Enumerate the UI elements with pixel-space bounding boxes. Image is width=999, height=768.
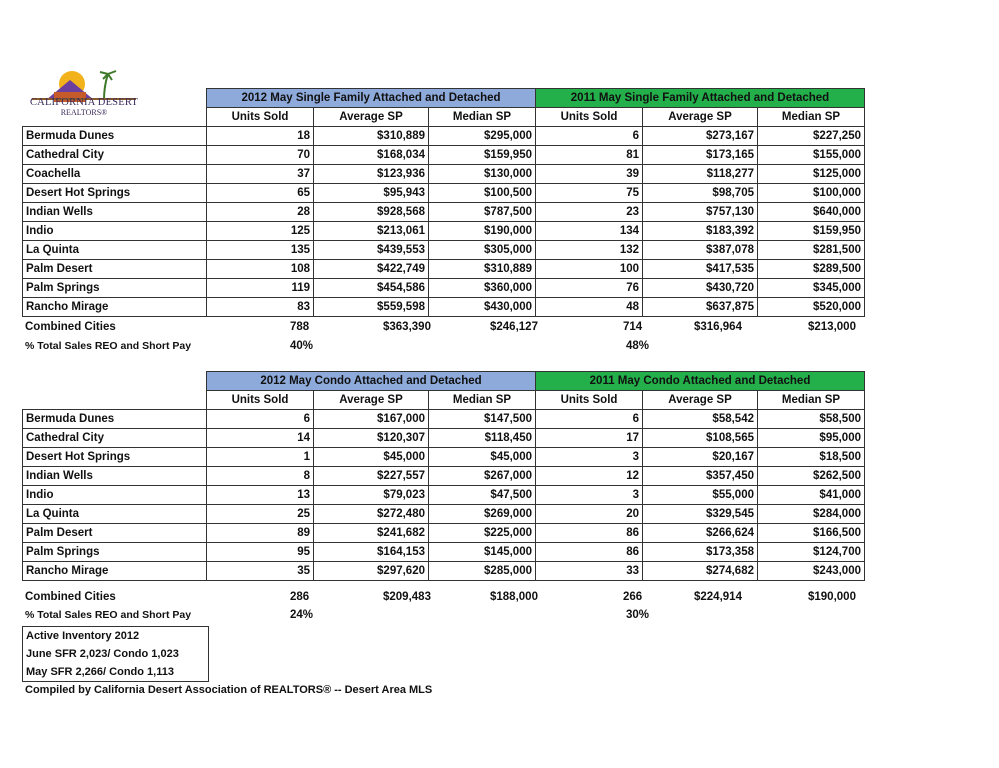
value-cell: $243,000 <box>758 562 865 581</box>
table-row <box>23 448 865 467</box>
value-cell: $417,535 <box>643 260 758 279</box>
table-row <box>23 486 865 505</box>
value-cell: 100 <box>536 260 643 279</box>
value-cell: $108,565 <box>643 429 758 448</box>
value-cell: $123,936 <box>314 165 429 184</box>
value-cell: $183,392 <box>643 222 758 241</box>
value-cell: $272,480 <box>314 505 429 524</box>
value-cell: $95,943 <box>314 184 429 203</box>
city-cell: Bermuda Dunes <box>23 410 207 429</box>
value-cell: 13 <box>207 486 314 505</box>
value-cell: $95,000 <box>758 429 865 448</box>
city-cell: Palm Desert <box>23 260 207 279</box>
value-cell: $637,875 <box>643 298 758 317</box>
value-cell: $345,000 <box>758 279 865 298</box>
value-cell: 6 <box>207 410 314 429</box>
table-title-row <box>23 372 865 391</box>
value-cell: $155,000 <box>758 146 865 165</box>
logo-line2: REALTORS® <box>60 108 108 117</box>
value-cell: 65 <box>207 184 314 203</box>
table-row <box>23 184 865 203</box>
value-cell: 119 <box>207 279 314 298</box>
value-cell: $100,500 <box>429 184 536 203</box>
value-cell: 70 <box>207 146 314 165</box>
table-row <box>23 543 865 562</box>
value-cell: $262,500 <box>758 467 865 486</box>
value-cell: $422,749 <box>314 260 429 279</box>
inventory-title: Active Inventory 2012 <box>26 630 140 642</box>
value-cell: $164,153 <box>314 543 429 562</box>
value-cell: $430,000 <box>429 298 536 317</box>
city-cell: Palm Desert <box>23 524 207 543</box>
table-row <box>23 241 865 260</box>
value-cell: $267,000 <box>429 467 536 486</box>
value-cell: 23 <box>536 203 643 222</box>
value-cell: $284,000 <box>758 505 865 524</box>
value-cell: $167,000 <box>314 410 429 429</box>
column-header-row <box>23 108 865 127</box>
combined-avg-2011: $224,914 <box>694 591 742 603</box>
value-cell: $454,586 <box>314 279 429 298</box>
reo-2011: 30% <box>626 609 650 621</box>
reo-2012: 40% <box>290 340 314 352</box>
value-cell: 76 <box>536 279 643 298</box>
table-row <box>23 165 865 184</box>
city-cell: Coachella <box>23 165 207 184</box>
table-row <box>23 222 865 241</box>
value-cell: $55,000 <box>643 486 758 505</box>
value-cell: 108 <box>207 260 314 279</box>
inventory-line: June SFR 2,023/ Condo 1,023 <box>26 648 179 660</box>
value-cell: 81 <box>536 146 643 165</box>
combined-median-2012: $188,000 <box>490 591 538 603</box>
value-cell: $45,000 <box>314 448 429 467</box>
value-cell: $305,000 <box>429 241 536 260</box>
col-header: Median SP <box>758 391 865 410</box>
combined-median-2011: $213,000 <box>808 321 856 333</box>
value-cell: 25 <box>207 505 314 524</box>
table-row <box>23 524 865 543</box>
value-cell: $227,250 <box>758 127 865 146</box>
value-cell: $190,000 <box>429 222 536 241</box>
column-header-row <box>23 391 865 410</box>
combined-median-2012: $246,127 <box>490 321 538 333</box>
title-2011-condo: 2011 May Condo Attached and Detached <box>536 372 865 391</box>
value-cell: 35 <box>207 562 314 581</box>
value-cell: $79,023 <box>314 486 429 505</box>
value-cell: $241,682 <box>314 524 429 543</box>
value-cell: $145,000 <box>429 543 536 562</box>
city-cell: Indian Wells <box>23 203 207 222</box>
value-cell: $281,500 <box>758 241 865 260</box>
table-row <box>23 467 865 486</box>
value-cell: $58,500 <box>758 410 865 429</box>
value-cell: $357,450 <box>643 467 758 486</box>
city-cell: Cathedral City <box>23 429 207 448</box>
logo-line1: CALIFORNIA DESERT <box>29 97 139 108</box>
value-cell: 6 <box>536 127 643 146</box>
reo-label: % Total Sales REO and Short Pay <box>25 340 192 352</box>
col-header: Average SP <box>643 391 758 410</box>
city-cell: La Quinta <box>23 241 207 260</box>
table-row <box>23 562 865 581</box>
value-cell: 86 <box>536 543 643 562</box>
value-cell: $787,500 <box>429 203 536 222</box>
value-cell: $387,078 <box>643 241 758 260</box>
value-cell: $329,545 <box>643 505 758 524</box>
value-cell: $310,889 <box>429 260 536 279</box>
city-cell: La Quinta <box>23 505 207 524</box>
table-row <box>23 410 865 429</box>
city-cell: Indian Wells <box>23 467 207 486</box>
value-cell: 132 <box>536 241 643 260</box>
value-cell: $45,000 <box>429 448 536 467</box>
value-cell: 3 <box>536 486 643 505</box>
condo-table <box>22 371 865 581</box>
value-cell: $124,700 <box>758 543 865 562</box>
value-cell: 17 <box>536 429 643 448</box>
value-cell: $295,000 <box>429 127 536 146</box>
table-row <box>23 146 865 165</box>
col-header: Units Sold <box>536 108 643 127</box>
city-cell: Palm Springs <box>23 279 207 298</box>
city-cell: Cathedral City <box>23 146 207 165</box>
col-header: Median SP <box>429 391 536 410</box>
table-title-row <box>23 89 865 108</box>
col-header: Average SP <box>643 108 758 127</box>
title-2012-single-family: 2012 May Single Family Attached and Detached <box>207 89 536 108</box>
value-cell: 75 <box>536 184 643 203</box>
value-cell: $41,000 <box>758 486 865 505</box>
reo-2011: 48% <box>626 340 650 352</box>
value-cell: 6 <box>536 410 643 429</box>
value-cell: $274,682 <box>643 562 758 581</box>
col-header: Median SP <box>758 108 865 127</box>
value-cell: 28 <box>207 203 314 222</box>
col-header: Average SP <box>314 391 429 410</box>
value-cell: $118,277 <box>643 165 758 184</box>
col-header: Units Sold <box>207 391 314 410</box>
value-cell: $100,000 <box>758 184 865 203</box>
combined-median-2011: $190,000 <box>808 591 856 603</box>
value-cell: 12 <box>536 467 643 486</box>
value-cell: $227,557 <box>314 467 429 486</box>
value-cell: $269,000 <box>429 505 536 524</box>
value-cell: 39 <box>536 165 643 184</box>
value-cell: 33 <box>536 562 643 581</box>
value-cell: $285,000 <box>429 562 536 581</box>
combined-label: Combined Cities <box>25 591 116 603</box>
value-cell: $159,950 <box>758 222 865 241</box>
city-cell: Desert Hot Springs <box>23 184 207 203</box>
value-cell: $130,000 <box>429 165 536 184</box>
value-cell: $120,307 <box>314 429 429 448</box>
inventory-line: May SFR 2,266/ Condo 1,113 <box>26 666 174 678</box>
combined-avg-2011: $316,964 <box>694 321 742 333</box>
value-cell: 37 <box>207 165 314 184</box>
value-cell: 48 <box>536 298 643 317</box>
value-cell: $168,034 <box>314 146 429 165</box>
active-inventory-box <box>22 626 209 682</box>
city-cell: Bermuda Dunes <box>23 127 207 146</box>
value-cell: 8 <box>207 467 314 486</box>
value-cell: $310,889 <box>314 127 429 146</box>
value-cell: $928,568 <box>314 203 429 222</box>
combined-units-2011: 714 <box>623 321 643 333</box>
value-cell: $430,720 <box>643 279 758 298</box>
value-cell: $166,500 <box>758 524 865 543</box>
value-cell: $266,624 <box>643 524 758 543</box>
value-cell: $289,500 <box>758 260 865 279</box>
table-row <box>23 429 865 448</box>
value-cell: $118,450 <box>429 429 536 448</box>
value-cell: $520,000 <box>758 298 865 317</box>
value-cell: 134 <box>536 222 643 241</box>
table-row <box>23 279 865 298</box>
title-2012-condo: 2012 May Condo Attached and Detached <box>207 372 536 391</box>
value-cell: 83 <box>207 298 314 317</box>
single-family-table <box>22 88 865 317</box>
combined-units-2012: 788 <box>290 321 310 333</box>
value-cell: 20 <box>536 505 643 524</box>
value-cell: $360,000 <box>429 279 536 298</box>
col-header: Units Sold <box>207 108 314 127</box>
table-row <box>23 203 865 222</box>
value-cell: $297,620 <box>314 562 429 581</box>
city-cell: Palm Springs <box>23 543 207 562</box>
value-cell: $640,000 <box>758 203 865 222</box>
value-cell: $559,598 <box>314 298 429 317</box>
col-header: Units Sold <box>536 391 643 410</box>
table-row <box>23 505 865 524</box>
reo-label: % Total Sales REO and Short Pay <box>25 609 192 621</box>
value-cell: $757,130 <box>643 203 758 222</box>
value-cell: $20,167 <box>643 448 758 467</box>
value-cell: 3 <box>536 448 643 467</box>
value-cell: $213,061 <box>314 222 429 241</box>
value-cell: 86 <box>536 524 643 543</box>
value-cell: $147,500 <box>429 410 536 429</box>
value-cell: 89 <box>207 524 314 543</box>
value-cell: 125 <box>207 222 314 241</box>
title-2011-single-family: 2011 May Single Family Attached and Detached <box>536 89 865 108</box>
value-cell: $173,358 <box>643 543 758 562</box>
combined-avg-2012: $209,483 <box>383 591 431 603</box>
value-cell: $18,500 <box>758 448 865 467</box>
value-cell: 1 <box>207 448 314 467</box>
value-cell: 14 <box>207 429 314 448</box>
combined-units-2011: 266 <box>623 591 643 603</box>
value-cell: $273,167 <box>643 127 758 146</box>
value-cell: $173,165 <box>643 146 758 165</box>
value-cell: $47,500 <box>429 486 536 505</box>
value-cell: $58,542 <box>643 410 758 429</box>
combined-avg-2012: $363,390 <box>383 321 431 333</box>
table-row <box>23 298 865 317</box>
city-cell: Indio <box>23 222 207 241</box>
city-cell: Rancho Mirage <box>23 562 207 581</box>
city-cell: Rancho Mirage <box>23 298 207 317</box>
value-cell: 95 <box>207 543 314 562</box>
value-cell: $125,000 <box>758 165 865 184</box>
col-header: Median SP <box>429 108 536 127</box>
value-cell: 135 <box>207 241 314 260</box>
col-header: Average SP <box>314 108 429 127</box>
value-cell: $439,553 <box>314 241 429 260</box>
value-cell: $98,705 <box>643 184 758 203</box>
value-cell: 18 <box>207 127 314 146</box>
table-row <box>23 260 865 279</box>
value-cell: $225,000 <box>429 524 536 543</box>
city-cell: Desert Hot Springs <box>23 448 207 467</box>
reo-2012: 24% <box>290 609 314 621</box>
city-cell: Indio <box>23 486 207 505</box>
combined-units-2012: 286 <box>290 591 310 603</box>
combined-label: Combined Cities <box>25 321 116 333</box>
footer-credit: Compiled by California Desert Association of REALTORS® -- Desert Area MLS <box>25 684 433 696</box>
table-row <box>23 127 865 146</box>
value-cell: $159,950 <box>429 146 536 165</box>
